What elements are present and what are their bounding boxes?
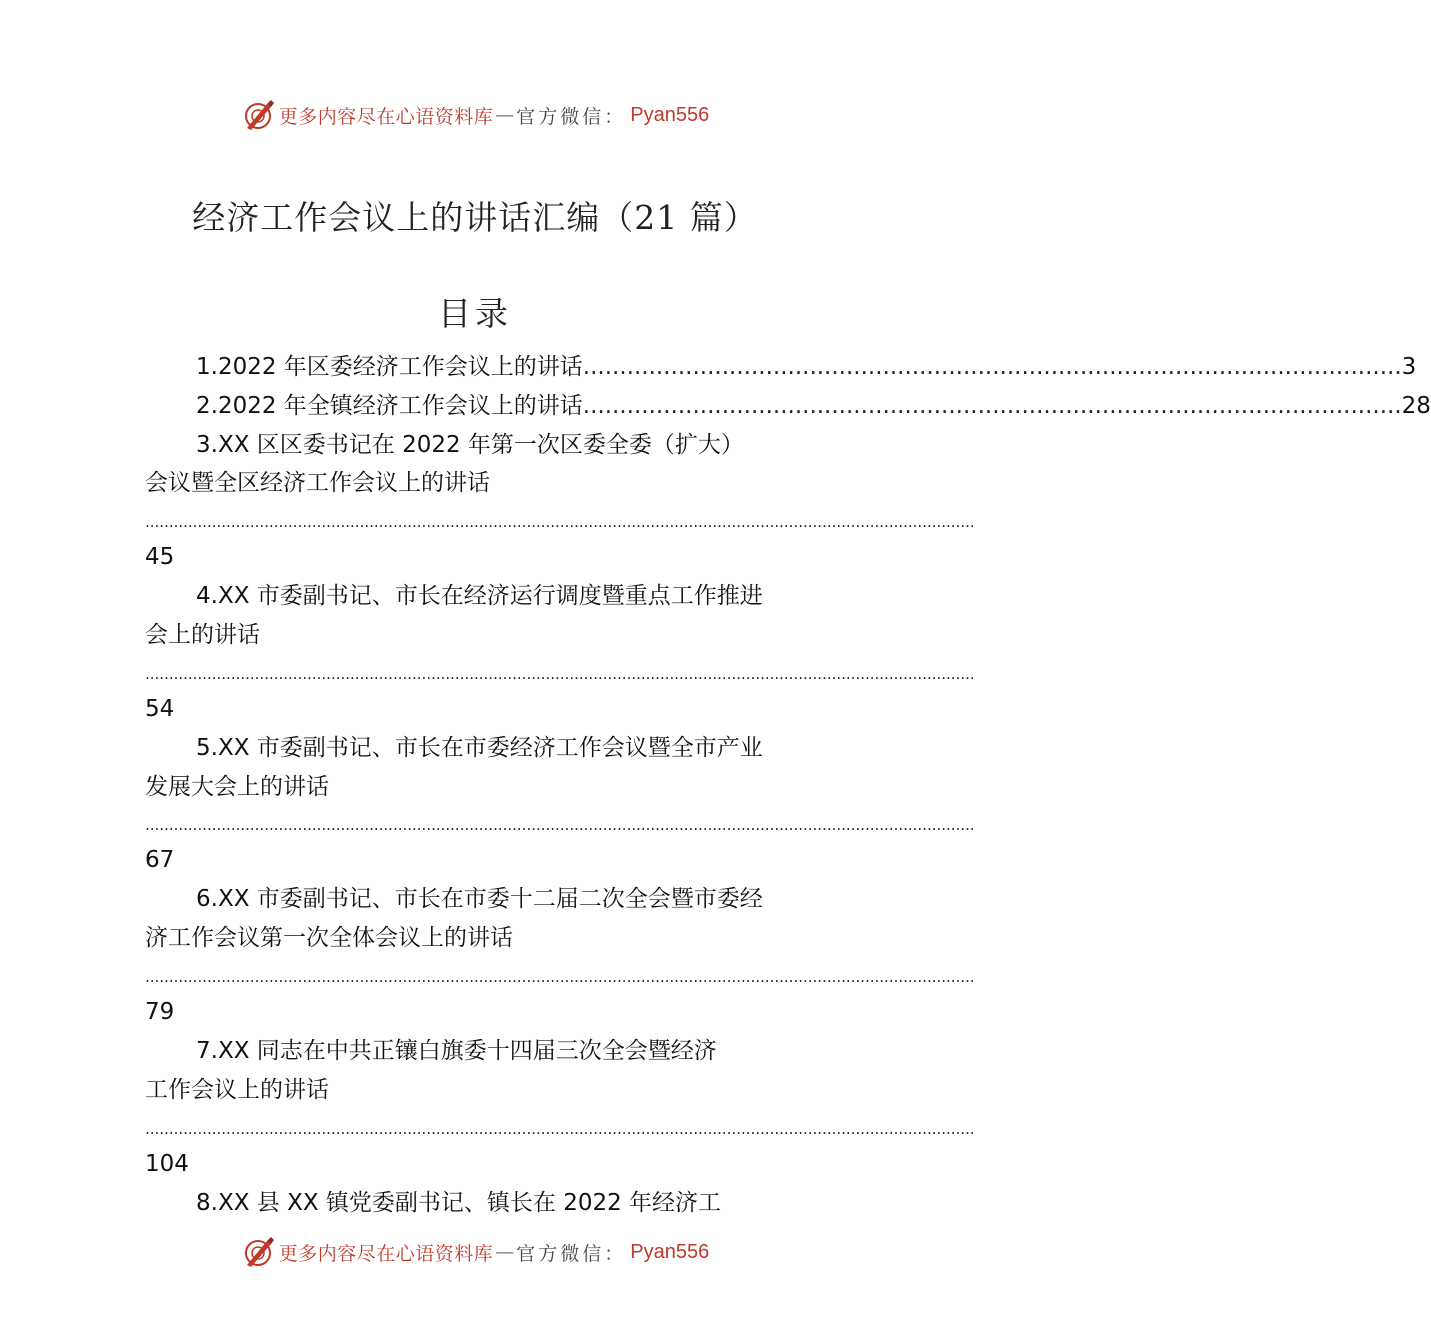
footer-watermark-banner [0,1232,950,1272]
toc-leader-dots: ................................................................................................................ [582,354,1402,380]
toc-entry-page: 104 [145,1150,189,1177]
table-of-contents [145,348,1431,1222]
toc-entry-4[interactable] [145,577,975,729]
pen-logo-icon [241,1235,275,1269]
pen-logo-icon [241,98,275,132]
toc-entry-title: 2.2022 年全镇经济工作会议上的讲话 [196,392,583,419]
toc-entry-page: 3 [1401,354,1417,380]
banner-wechat-id: Pyan556 [630,1240,710,1263]
toc-entry-title: 8.XX 县 XX 镇党委副书记、镇长在 2022 年经济工 [196,1189,722,1216]
toc-entry-3[interactable] [145,426,975,578]
toc-entry-5[interactable] [145,729,975,881]
toc-entry-8[interactable] [145,1184,810,1223]
toc-entry-1[interactable] [145,348,1417,387]
header-watermark-banner [0,95,950,135]
toc-entry-page: 67 [145,847,175,874]
toc-entry-2[interactable] [145,387,1431,426]
toc-entry-title-cont: 工作会议上的讲话 [145,1076,329,1103]
toc-entry-title: 1.2022 年区委经济工作会议上的讲话 [196,354,583,380]
toc-entry-page: 45 [145,544,175,571]
toc-leader-dots: .............................................................................................................................................................................. [145,816,975,835]
toc-entry-title-cont: 会议暨全区经济工作会议上的讲话 [145,470,490,497]
toc-leader-dots: .............................................................................................................................................................................. [145,513,975,532]
toc-entry-page: 28 [1401,392,1431,419]
toc-entry-title: 5.XX 市委副书记、市长在市委经济工作会议暨全市产业 [196,734,763,761]
banner-wechat-id: Pyan556 [630,103,710,126]
toc-heading: 目录 [438,294,512,333]
toc-entry-title-cont: 会上的讲话 [145,621,260,648]
toc-leader-dots: .............................................................................................................................................................................. [145,1119,975,1138]
toc-entry-title: 3.XX 区区委书记在 2022 年第一次区委全委（扩大） [196,431,744,458]
banner-text: 更多内容尽在心语资料库 [278,1242,494,1265]
toc-leader-dots: .............................................................................................................................................................................. [145,967,975,986]
toc-entry-title: 6.XX 市委副书记、市长在市委十二届二次全会暨市委经 [196,886,763,913]
banner-wechat-label: 官方微信： [516,105,627,128]
toc-entry-6[interactable] [145,880,975,1032]
toc-entry-title: 7.XX 同志在中共正镶白旗委十四届三次全会暨经济 [196,1037,717,1064]
toc-entry-title-cont: 济工作会议第一次全体会议上的讲话 [145,925,513,952]
toc-entry-title-cont: 发展大会上的讲话 [145,773,329,800]
banner-dash: — [495,104,515,126]
banner-wechat-label: 官方微信： [516,1242,627,1265]
banner-text: 更多内容尽在心语资料库 [278,105,494,128]
toc-entry-7[interactable] [145,1032,975,1184]
toc-entry-page: 79 [145,998,175,1025]
toc-leader-dots: .............................................................................................................................................................................. [145,664,975,683]
toc-entry-title: 4.XX 市委副书记、市长在经济运行调度暨重点工作推进 [196,583,763,610]
toc-entry-page: 54 [145,695,175,722]
banner-dash: — [495,1241,515,1263]
toc-leader-dots: ................................................................................................................ [582,392,1402,419]
document-title: 经济工作会议上的讲话汇编（21 篇） [192,198,758,237]
